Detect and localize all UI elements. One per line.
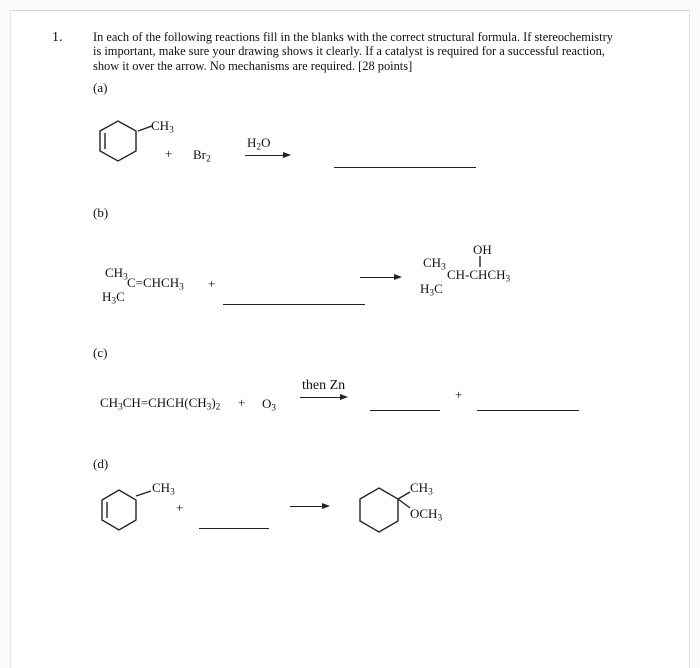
part-d-label: (d) xyxy=(93,456,109,471)
part-b-product-oh: OH xyxy=(473,242,492,257)
part-c-reactant: $CH_3CH=CHCH(CH_3)_2$ xyxy=(100,395,221,413)
part-b-product-h3c: $H_3C$ xyxy=(420,281,443,299)
answer-blank-d[interactable] xyxy=(199,528,269,529)
answer-blank-b[interactable] xyxy=(223,304,365,305)
viewer-right-edge xyxy=(689,10,700,668)
part-d-product-methoxy: $OCH_3$ xyxy=(410,506,443,524)
part-a-reagent: $Br_2$ xyxy=(193,147,211,165)
viewer-top-edge xyxy=(0,0,700,11)
part-a-plus: + xyxy=(165,146,173,161)
part-d-plus: + xyxy=(176,500,184,515)
cyclohexene-ring-d xyxy=(100,490,138,530)
question-number: 1. xyxy=(52,30,63,45)
part-b-product-chain: $CH-CHCH_3$ xyxy=(447,267,511,285)
reaction-arrow-b xyxy=(360,277,400,278)
part-c-reagent: $O_3$ xyxy=(262,396,277,414)
part-b-reactant-chain: $C=CHCH_3$ xyxy=(127,275,184,293)
part-d-methyl: $CH_3$ xyxy=(152,480,175,498)
part-c-label: (c) xyxy=(93,345,108,360)
part-b-product-ch3: $CH_3$ xyxy=(423,255,446,273)
part-c-plus: + xyxy=(238,395,246,410)
part-b-label: (b) xyxy=(93,205,109,220)
cyclohexane-ring-d-product xyxy=(358,488,400,532)
part-b-plus: + xyxy=(208,276,216,291)
reaction-arrow-d xyxy=(290,506,328,507)
reaction-arrow-a xyxy=(245,155,289,156)
part-c-product-plus: + xyxy=(455,387,463,402)
part-b-reactant-h3c: $H_3C$ xyxy=(102,289,125,307)
part-b-reactant-ch3: $CH_3$ xyxy=(105,265,128,283)
part-a-condition: $H_2O$ xyxy=(247,135,271,153)
viewer-left-edge xyxy=(0,10,11,668)
part-a-methyl: $CH_3$ xyxy=(151,118,174,136)
part-c-condition: then Zn xyxy=(302,378,346,393)
answer-blank-a[interactable] xyxy=(334,167,476,168)
part-d-product-methyl: $CH_3$ xyxy=(410,480,433,498)
answer-blank-c2[interactable] xyxy=(477,410,579,411)
reaction-arrow-c xyxy=(300,397,346,398)
part-a-label: (a) xyxy=(93,80,108,95)
question-instructions: In each of the following reactions fill in the blanks with the correct structural formula. If stereochemistry is important, make sure your drawing shows it clearly. If a catalyst is required for a successful reaction, show it over the arrow. No mechanisms are required. [28 points] xyxy=(93,30,613,73)
answer-blank-c1[interactable] xyxy=(370,410,440,411)
cyclohexene-ring-a xyxy=(98,121,138,161)
